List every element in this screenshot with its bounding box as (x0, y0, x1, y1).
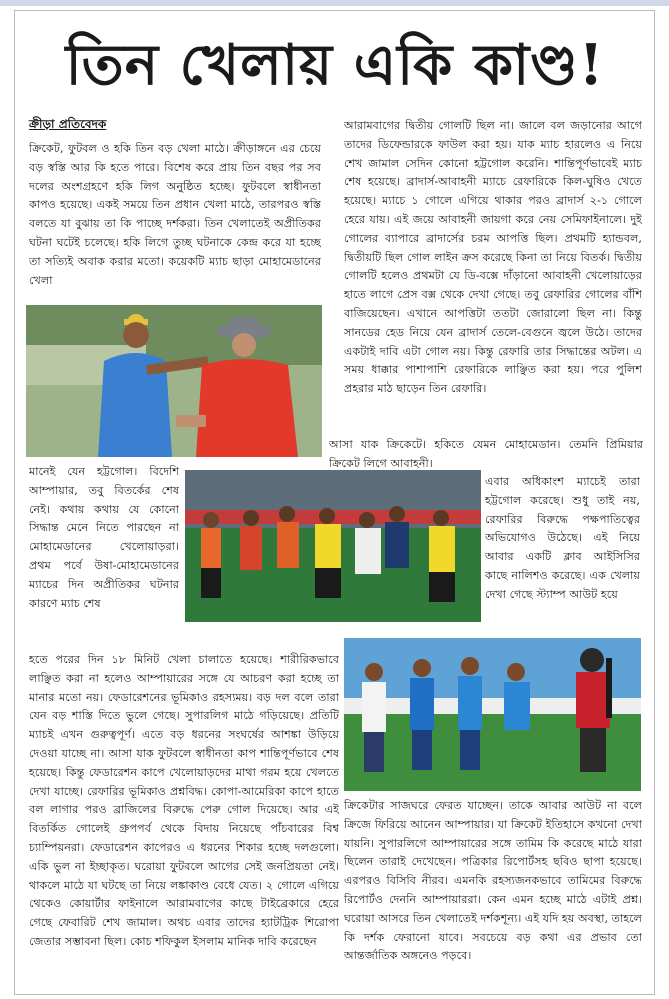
article-col-right-top: আরামবাগের দ্বিতীয় গোলটি ছিল না। জালে বল জড়ানোর আগে তাদের ডিফেন্ডারকে ফাউল করা হয়। যাক ম্যাচ হারলেও এ নিয়ে শেখ জামাল সেদিন কোনো হট্টগোল করেনি। শান্তিপূর্ণভাবেই ম্যাচ শেষ হয়েছে। ব্রাদার্স-আবাহনী ম্যাচে রেফারিকে কিল-ঘুষিও খেতে হয়েছে। ম্যাচে ১ গোলে এগিয়ে থাকার পরও ব্রাদার্স ২-১ গোলে হেরে যায়। এই জয়ে আবাহনী জায়গা করে নেয় সেমিফাইনালে। দুই গোলের ব্যাপারে ব্রাদার্সের চরম আপত্তি ছিল। প্রথমটি হ্যান্ডবল, দ্বিতীয়টি ছিল গোল লাইন ক্রস করেছে কিনা তা নিয়ে বিতর্ক। দ্বিতীয় গোলটি হলেও প্রথমটা যে ডি-বক্সে দাঁড়ানো আবাহনী খেলোয়াড়ের হাতে লাগে প্রেস বক্স থেকে দেখা গেছে। তবু রেফারির গোলের বাঁশি বাজিয়েছেন। এখানে আপত্তিটা ততটা জোরালো ছিল না। কিন্তু সানডের হেড নিয়ে যেন ব্রাদার্স তেলে-বেগুনে জ্বলে উঠে। তাদের একটাই দাবি এটা গোল নয়। কিন্তু রেফারি তার সিদ্ধান্তের অটল। এ সময় ধাক্কার পাশাপাশি রেফারিকে লাঞ্ছিত করা হয়। পরে পুলিশ প্রহরার মাঠ ছাড়েন তিন রেফারি। (344, 119, 642, 396)
top-rule (0, 0, 669, 6)
photo-cricket-argument (344, 638, 641, 791)
headline: তিন খেলায় একি কাণ্ড! (65, 32, 605, 98)
article-col-left-mid: মানেই যেন হট্টগোল। বিদেশি আম্পায়ার, তবু বিতর্কের শেষ নেই। কথায় কথায় যে কোনো সিদ্ধান্ত মেনে নিতে পারছেন না মোহামেডানের খেলোয়াড়রা। প্রথম পর্বে উষা-মোহামেডানের ম্যাচের দিন অপ্রীতিকর ঘটনার কারণে ম্যাচ শেষ (29, 465, 179, 610)
article-col-right-bottom: ক্রিকেটার সাজঘরে ফেরত যাচ্ছেন। তাকে আবার আউট না বলে ক্রিজে ফিরিয়ে আনেন আম্পায়ার। যা ক্রিকেট ইতিহাসে কখনো দেখা যায়নি। সুপারলিগে আম্পায়ারের সঙ্গে তামিম কি করেছে মাঠে যারা ছিলেন তারাই দেখেছেন। পত্রিকার রিপোর্টসহ ছবিও ছাপা হয়েছে। এরপরও বিসিবি নীরব। এমনকি রহস্যজনকভাবে তামিমের বিরুদ্ধে রিপোর্টও দেননি আম্পায়াররা। কেন এমন হচ্ছে মাঠে এটাই প্রশ্ন। ঘরোয়া আসরে তিন খেলাতেই দর্শকশূন্য। এই যদি হয় অবস্থা, তাহলে কি দর্শক ফেরানো যাবে। সবচেয়ে বড় কথা এর প্রভাব তো আন্তর্জাতিক অঙ্গনেও পড়বে। (344, 799, 642, 963)
byline: ক্রীড়া প্রতিবেদক (29, 117, 107, 131)
photo-hockey-dispute (26, 305, 322, 457)
article-col-right-wide: আসা যাক ক্রিকেটে। হকিতে যেমন মোহামেডান। তেমনি প্রিমিয়ার ক্রিকেট লিগে আবাহনী। (329, 438, 643, 470)
article-col-left-bottom: হতে পরের দিন ১৮ মিনিট খেলা চালাতে হয়েছে। শারীরিকভাবে লাঞ্ছিত করা না হলেও আম্পায়ারের সঙ্গে যে আচরণ করা হচ্ছে তা মানার মতো নয়। ফেডারেশনের ভূমিকাও রহস্যময়। বড় দল বলে তারা যেন বড় শাস্তি দিতে ভুলে গেছে। সুপারলিগ মাঠে গড়িয়েছে। প্রতিটি ম্যাচই এখন গুরুত্বপূর্ণ। এতে বড় ধরনের সংঘর্ষের আশঙ্কা উড়িয়ে দেওয়া যাচ্ছে না। আসা যাক ফুটবলে স্বাধীনতা কাপ শান্তিপূর্ণভাবে শেষ হয়েছে। কিন্তু ফেডারেশন কাপে খেলোয়াড়দের মাথা গরম হয়ে খেলতে দেখা যাচ্ছে। রেফারির ভূমিকাও প্রশ্নবিদ্ধ। কোপা-আমেরিকা কাপে হাতে বল লাগার পরও ব্রাজিলের বিরুদ্ধে পেরু গোল দিয়েছে। আর এই বিতর্কিত গোলেই গ্রুপপর্ব থেকে বিদায় নিয়েছে পাঁচবারের বিশ্ব চ্যাম্পিয়নরা। ফেডারেশন কাপেরও এ ধরনের শিকার হচ্ছে দলগুলো। একি ভুল না ইচ্ছাকৃত। ঘরোয়া ফুটবলে আগের সেই জনপ্রিয়তা নেই। থাকলে মাঠে যা ঘটছে তা নিয়ে লঙ্কাকাণ্ড বেধে যেত। ২ গোলে এগিয়ে থেকেও কোয়ার্টার ফাইনালে আরামবাগের কাছে টাইব্রেকারে হেরে গেছে ফেবারিট শেখ জামাল। অথচ এবার তাদের হ্যাটট্রিক শিরোপা জেতার সম্ভাবনা ছিল। কোচ শফিকুল ইসলাম মানিক দাবি করেছেন (29, 653, 339, 948)
article-col-left-top: ক্রিকেট, ফুটবল ও হকি তিন বড় খেলা মাঠে। ক্রীড়াঙ্গনে এর চেয়ে বড় স্বস্তি আর কি হতে পারে। বিশেষ করে প্রায় তিন বছর পর সব দলের অংশগ্রহণে হকি লিগ অনুষ্ঠিত হচ্ছে। ফুটবলে স্বাধীনতা কাপও হয়েছে। একই সময়ে তিন প্রধান খেলা মাঠে, তারপরও স্বস্তি বলতে যা বুঝায় তা কি পাচ্ছে দর্শকরা। তিন খেলাতেই অপ্রীতিকর ঘটনা ঘটেই চলেছে। হকি লিগে তুচ্ছ ঘটনাকে কেন্দ্র করে যা হচ্ছে তা সত্যিই অবাক করার মতো। কয়েকটি ম্যাচ ছাড়া মোহামেডানের খেলা (29, 142, 321, 287)
photo-football-scuffle (185, 470, 481, 622)
article-col-right-narrow: এবার অধিকাংশ ম্যাচেই তারা হট্টগোল করেছে। শুধু তাই নয়, রেফারির বিরুদ্ধে পক্ষপাতিত্বের অভিযোগও উঠেছে। এই নিয়ে আবার একটি ক্লাব আইসিসির কাছে নালিশও করেছে। এক খেলায় দেখা গেছে স্ট্যাম্প আউট হয়ে (485, 475, 640, 601)
